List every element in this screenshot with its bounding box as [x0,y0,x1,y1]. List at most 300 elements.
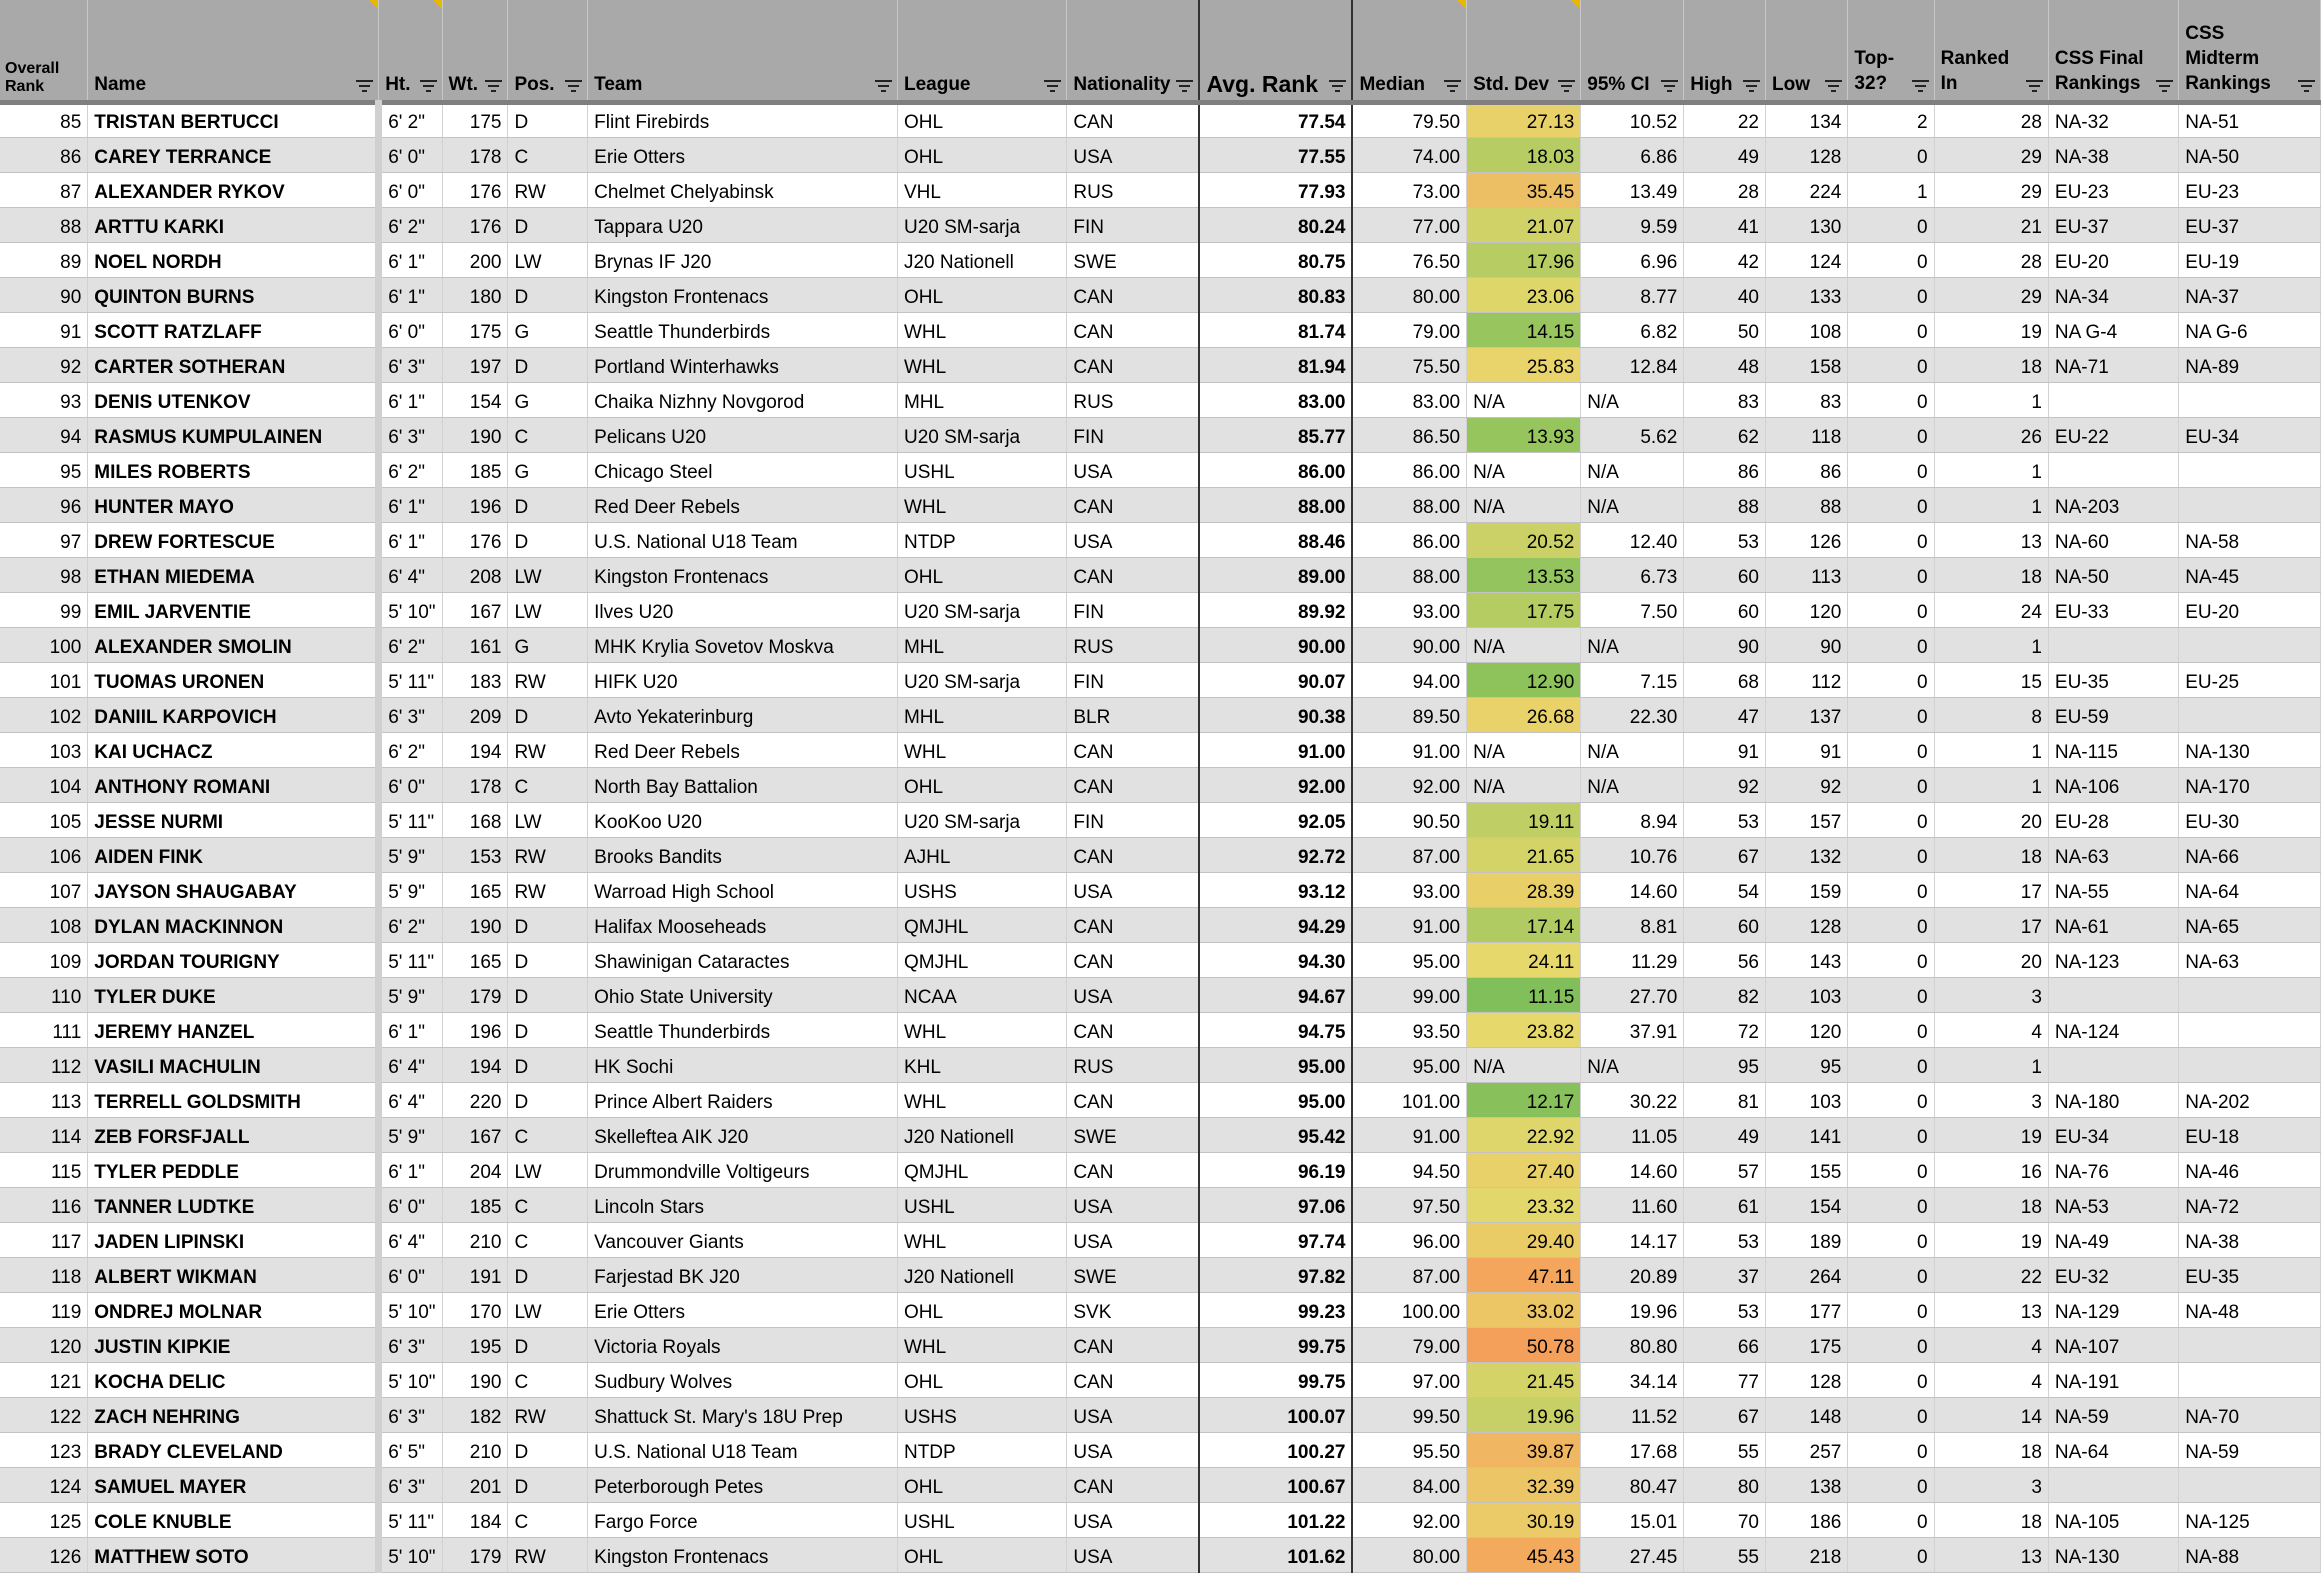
low-cell[interactable]: 126 [1766,522,1848,557]
name-cell[interactable]: ARTTU KARKI [88,207,379,242]
top-32-cell[interactable]: 0 [1848,697,1934,732]
position-cell[interactable]: D [508,1082,588,1117]
overall-rank-cell[interactable]: 100 [0,627,88,662]
low-cell[interactable]: 154 [1766,1187,1848,1222]
low-cell[interactable]: 108 [1766,312,1848,347]
low-cell[interactable]: 133 [1766,277,1848,312]
name-cell[interactable]: DREW FORTESCUE [88,522,379,557]
css-midterm-cell[interactable] [2179,1362,2321,1397]
overall-rank-cell[interactable]: 109 [0,942,88,977]
avg-rank-cell[interactable]: 101.22 [1199,1502,1352,1537]
ci-cell[interactable]: N/A [1581,1047,1684,1082]
avg-rank-cell[interactable]: 90.00 [1199,627,1352,662]
name-cell[interactable]: JORDAN TOURIGNY [88,942,379,977]
team-cell[interactable]: Avto Yekaterinburg [588,697,898,732]
top-32-cell[interactable]: 0 [1848,1362,1934,1397]
css-final-cell[interactable] [2048,627,2178,662]
css-midterm-cell[interactable] [2179,1012,2321,1047]
high-cell[interactable]: 53 [1684,802,1766,837]
high-cell[interactable]: 67 [1684,837,1766,872]
css-midterm-cell[interactable]: NA G-6 [2179,312,2321,347]
team-cell[interactable]: KooKoo U20 [588,802,898,837]
ci-cell[interactable]: 10.76 [1581,837,1684,872]
height-cell[interactable]: 6' 4" [379,1222,442,1257]
name-cell[interactable]: JAYSON SHAUGABAY [88,872,379,907]
height-cell[interactable]: 6' 1" [379,522,442,557]
height-cell[interactable]: 6' 2" [379,452,442,487]
name-cell[interactable]: VASILI MACHULIN [88,1047,379,1082]
css-final-cell[interactable]: EU-33 [2048,592,2178,627]
high-cell[interactable]: 42 [1684,242,1766,277]
overall-rank-cell[interactable]: 115 [0,1152,88,1187]
weight-cell[interactable]: 191 [442,1257,508,1292]
position-cell[interactable]: C [508,1222,588,1257]
css-midterm-cell[interactable]: NA-70 [2179,1397,2321,1432]
top-32-cell[interactable]: 0 [1848,802,1934,837]
low-cell[interactable]: 138 [1766,1467,1848,1502]
weight-cell[interactable]: 165 [442,942,508,977]
name-cell[interactable]: JESSE NURMI [88,802,379,837]
league-cell[interactable]: OHL [897,1362,1066,1397]
median-cell[interactable]: 74.00 [1352,137,1466,172]
high-cell[interactable]: 57 [1684,1152,1766,1187]
nationality-cell[interactable]: RUS [1067,382,1200,417]
std-dev-cell[interactable]: N/A [1467,452,1581,487]
ranked-in-cell[interactable]: 18 [1934,557,2048,592]
css-midterm-cell[interactable]: EU-35 [2179,1257,2321,1292]
css-final-cell[interactable]: NA-71 [2048,347,2178,382]
overall-rank-cell[interactable]: 88 [0,207,88,242]
team-cell[interactable]: HIFK U20 [588,662,898,697]
top-32-cell[interactable]: 0 [1848,277,1934,312]
column-header-league[interactable] [897,0,1066,102]
high-cell[interactable]: 55 [1684,1432,1766,1467]
filter-icon[interactable] [1558,80,1575,93]
avg-rank-cell[interactable]: 89.92 [1199,592,1352,627]
ci-cell[interactable]: 10.52 [1581,102,1684,137]
high-cell[interactable]: 60 [1684,557,1766,592]
high-cell[interactable]: 81 [1684,1082,1766,1117]
css-final-cell[interactable] [2048,1467,2178,1502]
overall-rank-cell[interactable]: 93 [0,382,88,417]
median-cell[interactable]: 79.00 [1352,1327,1466,1362]
league-cell[interactable]: U20 SM-sarja [897,417,1066,452]
low-cell[interactable]: 90 [1766,627,1848,662]
position-cell[interactable]: G [508,312,588,347]
position-cell[interactable]: D [508,207,588,242]
low-cell[interactable]: 257 [1766,1432,1848,1467]
css-final-cell[interactable]: EU-22 [2048,417,2178,452]
low-cell[interactable]: 113 [1766,557,1848,592]
nationality-cell[interactable]: CAN [1067,1467,1200,1502]
ranked-in-cell[interactable]: 1 [1934,732,2048,767]
top-32-cell[interactable]: 0 [1848,1152,1934,1187]
top-32-cell[interactable]: 0 [1848,977,1934,1012]
std-dev-cell[interactable]: 13.53 [1467,557,1581,592]
league-cell[interactable]: WHL [897,1012,1066,1047]
league-cell[interactable]: WHL [897,1222,1066,1257]
height-cell[interactable]: 6' 0" [379,172,442,207]
position-cell[interactable]: LW [508,1152,588,1187]
low-cell[interactable]: 148 [1766,1397,1848,1432]
top-32-cell[interactable]: 0 [1848,907,1934,942]
name-cell[interactable]: BRADY CLEVELAND [88,1432,379,1467]
median-cell[interactable]: 91.00 [1352,732,1466,767]
team-cell[interactable]: Skelleftea AIK J20 [588,1117,898,1152]
height-cell[interactable]: 6' 1" [379,242,442,277]
position-cell[interactable]: LW [508,802,588,837]
top-32-cell[interactable]: 0 [1848,1502,1934,1537]
league-cell[interactable]: MHL [897,627,1066,662]
std-dev-cell[interactable]: 24.11 [1467,942,1581,977]
median-cell[interactable]: 100.00 [1352,1292,1466,1327]
name-cell[interactable]: ZACH NEHRING [88,1397,379,1432]
weight-cell[interactable]: 175 [442,312,508,347]
filter-icon[interactable] [1329,80,1346,93]
top-32-cell[interactable]: 0 [1848,942,1934,977]
top-32-cell[interactable]: 0 [1848,137,1934,172]
css-midterm-cell[interactable]: NA-130 [2179,732,2321,767]
css-final-cell[interactable]: NA-55 [2048,872,2178,907]
ranked-in-cell[interactable]: 19 [1934,1222,2048,1257]
top-32-cell[interactable]: 0 [1848,1222,1934,1257]
avg-rank-cell[interactable]: 99.23 [1199,1292,1352,1327]
top-32-cell[interactable]: 0 [1848,1432,1934,1467]
avg-rank-cell[interactable]: 77.93 [1199,172,1352,207]
ci-cell[interactable]: 8.94 [1581,802,1684,837]
overall-rank-cell[interactable]: 89 [0,242,88,277]
overall-rank-cell[interactable]: 92 [0,347,88,382]
std-dev-cell[interactable]: 17.96 [1467,242,1581,277]
league-cell[interactable]: KHL [897,1047,1066,1082]
low-cell[interactable]: 158 [1766,347,1848,382]
avg-rank-cell[interactable]: 91.00 [1199,732,1352,767]
ranked-in-cell[interactable]: 18 [1934,837,2048,872]
nationality-cell[interactable]: FIN [1067,802,1200,837]
high-cell[interactable]: 61 [1684,1187,1766,1222]
nationality-cell[interactable]: CAN [1067,1152,1200,1187]
weight-cell[interactable]: 185 [442,1187,508,1222]
avg-rank-cell[interactable]: 81.94 [1199,347,1352,382]
std-dev-cell[interactable]: 45.43 [1467,1537,1581,1572]
position-cell[interactable]: D [508,977,588,1012]
median-cell[interactable]: 79.00 [1352,312,1466,347]
overall-rank-cell[interactable]: 118 [0,1257,88,1292]
top-32-cell[interactable]: 0 [1848,1537,1934,1572]
overall-rank-cell[interactable]: 87 [0,172,88,207]
css-midterm-cell[interactable]: EU-37 [2179,207,2321,242]
avg-rank-cell[interactable]: 97.74 [1199,1222,1352,1257]
avg-rank-cell[interactable]: 80.75 [1199,242,1352,277]
overall-rank-cell[interactable]: 126 [0,1537,88,1572]
css-final-cell[interactable]: NA-59 [2048,1397,2178,1432]
low-cell[interactable]: 86 [1766,452,1848,487]
ci-cell[interactable]: N/A [1581,627,1684,662]
column-header-css-final[interactable] [2048,0,2178,102]
team-cell[interactable]: Red Deer Rebels [588,487,898,522]
low-cell[interactable]: 88 [1766,487,1848,522]
height-cell[interactable]: 5' 11" [379,662,442,697]
avg-rank-cell[interactable]: 81.74 [1199,312,1352,347]
weight-cell[interactable]: 176 [442,172,508,207]
top-32-cell[interactable]: 0 [1848,732,1934,767]
ci-cell[interactable]: N/A [1581,452,1684,487]
high-cell[interactable]: 86 [1684,452,1766,487]
css-midterm-cell[interactable]: NA-170 [2179,767,2321,802]
avg-rank-cell[interactable]: 99.75 [1199,1327,1352,1362]
ranked-in-cell[interactable]: 17 [1934,907,2048,942]
position-cell[interactable]: LW [508,557,588,592]
avg-rank-cell[interactable]: 94.29 [1199,907,1352,942]
column-header-95-ci[interactable] [1581,0,1684,102]
avg-rank-cell[interactable]: 80.83 [1199,277,1352,312]
nationality-cell[interactable]: CAN [1067,277,1200,312]
median-cell[interactable]: 86.00 [1352,452,1466,487]
css-final-cell[interactable]: NA-105 [2048,1502,2178,1537]
std-dev-cell[interactable]: 21.07 [1467,207,1581,242]
ci-cell[interactable]: 14.60 [1581,1152,1684,1187]
std-dev-cell[interactable]: 19.96 [1467,1397,1581,1432]
overall-rank-cell[interactable]: 114 [0,1117,88,1152]
low-cell[interactable]: 128 [1766,1362,1848,1397]
top-32-cell[interactable]: 0 [1848,872,1934,907]
css-final-cell[interactable] [2048,977,2178,1012]
high-cell[interactable]: 53 [1684,522,1766,557]
std-dev-cell[interactable]: 32.39 [1467,1467,1581,1502]
std-dev-cell[interactable]: 30.19 [1467,1502,1581,1537]
weight-cell[interactable]: 208 [442,557,508,592]
overall-rank-cell[interactable]: 125 [0,1502,88,1537]
name-cell[interactable]: JEREMY HANZEL [88,1012,379,1047]
league-cell[interactable]: MHL [897,382,1066,417]
top-32-cell[interactable]: 0 [1848,1082,1934,1117]
overall-rank-cell[interactable]: 103 [0,732,88,767]
name-cell[interactable]: KAI UCHACZ [88,732,379,767]
nationality-cell[interactable]: CAN [1067,102,1200,137]
ranked-in-cell[interactable]: 13 [1934,522,2048,557]
low-cell[interactable]: 186 [1766,1502,1848,1537]
team-cell[interactable]: Drummondville Voltigeurs [588,1152,898,1187]
css-midterm-cell[interactable]: NA-65 [2179,907,2321,942]
name-cell[interactable]: HUNTER MAYO [88,487,379,522]
nationality-cell[interactable]: SWE [1067,1117,1200,1152]
team-cell[interactable]: U.S. National U18 Team [588,1432,898,1467]
league-cell[interactable]: VHL [897,172,1066,207]
team-cell[interactable]: Kingston Frontenacs [588,1537,898,1572]
team-cell[interactable]: Prince Albert Raiders [588,1082,898,1117]
overall-rank-cell[interactable]: 85 [0,102,88,137]
height-cell[interactable]: 6' 2" [379,102,442,137]
name-cell[interactable]: DANIIL KARPOVICH [88,697,379,732]
median-cell[interactable]: 91.00 [1352,907,1466,942]
ranked-in-cell[interactable]: 3 [1934,1082,2048,1117]
position-cell[interactable]: C [508,137,588,172]
position-cell[interactable]: RW [508,172,588,207]
height-cell[interactable]: 6' 2" [379,627,442,662]
height-cell[interactable]: 5' 9" [379,837,442,872]
league-cell[interactable]: OHL [897,557,1066,592]
ranked-in-cell[interactable]: 13 [1934,1537,2048,1572]
std-dev-cell[interactable]: 12.17 [1467,1082,1581,1117]
nationality-cell[interactable]: CAN [1067,347,1200,382]
ranked-in-cell[interactable]: 29 [1934,277,2048,312]
team-cell[interactable]: Sudbury Wolves [588,1362,898,1397]
team-cell[interactable]: Erie Otters [588,137,898,172]
high-cell[interactable]: 54 [1684,872,1766,907]
ranked-in-cell[interactable]: 18 [1934,1187,2048,1222]
css-final-cell[interactable]: NA-63 [2048,837,2178,872]
height-cell[interactable]: 5' 11" [379,1502,442,1537]
css-midterm-cell[interactable]: NA-63 [2179,942,2321,977]
avg-rank-cell[interactable]: 85.77 [1199,417,1352,452]
league-cell[interactable]: USHL [897,452,1066,487]
position-cell[interactable]: C [508,1117,588,1152]
name-cell[interactable]: DYLAN MACKINNON [88,907,379,942]
ranked-in-cell[interactable]: 19 [1934,312,2048,347]
std-dev-cell[interactable]: 27.13 [1467,102,1581,137]
nationality-cell[interactable]: USA [1067,872,1200,907]
overall-rank-cell[interactable]: 101 [0,662,88,697]
height-cell[interactable]: 6' 3" [379,1467,442,1502]
position-cell[interactable]: D [508,102,588,137]
ranked-in-cell[interactable]: 1 [1934,487,2048,522]
overall-rank-cell[interactable]: 123 [0,1432,88,1467]
high-cell[interactable]: 53 [1684,1292,1766,1327]
css-final-cell[interactable]: NA-130 [2048,1537,2178,1572]
overall-rank-cell[interactable]: 97 [0,522,88,557]
team-cell[interactable]: Vancouver Giants [588,1222,898,1257]
name-cell[interactable]: QUINTON BURNS [88,277,379,312]
low-cell[interactable]: 92 [1766,767,1848,802]
height-cell[interactable]: 5' 9" [379,872,442,907]
avg-rank-cell[interactable]: 100.67 [1199,1467,1352,1502]
height-cell[interactable]: 6' 1" [379,277,442,312]
column-header-height[interactable] [379,0,442,102]
ci-cell[interactable]: 11.05 [1581,1117,1684,1152]
team-cell[interactable]: Shawinigan Cataractes [588,942,898,977]
css-final-cell[interactable]: NA-32 [2048,102,2178,137]
league-cell[interactable]: J20 Nationell [897,1117,1066,1152]
weight-cell[interactable]: 167 [442,1117,508,1152]
std-dev-cell[interactable]: 47.11 [1467,1257,1581,1292]
css-midterm-cell[interactable]: EU-30 [2179,802,2321,837]
css-midterm-cell[interactable]: EU-19 [2179,242,2321,277]
name-cell[interactable]: TANNER LUDTKE [88,1187,379,1222]
avg-rank-cell[interactable]: 95.00 [1199,1082,1352,1117]
overall-rank-cell[interactable]: 113 [0,1082,88,1117]
high-cell[interactable]: 28 [1684,172,1766,207]
column-header-weight[interactable] [442,0,508,102]
avg-rank-cell[interactable]: 89.00 [1199,557,1352,592]
weight-cell[interactable]: 167 [442,592,508,627]
league-cell[interactable]: J20 Nationell [897,242,1066,277]
height-cell[interactable]: 6' 4" [379,1082,442,1117]
height-cell[interactable]: 5' 10" [379,1362,442,1397]
low-cell[interactable]: 134 [1766,102,1848,137]
std-dev-cell[interactable]: 23.06 [1467,277,1581,312]
overall-rank-cell[interactable]: 106 [0,837,88,872]
ci-cell[interactable]: 11.60 [1581,1187,1684,1222]
css-midterm-cell[interactable]: NA-38 [2179,1222,2321,1257]
css-final-cell[interactable]: EU-28 [2048,802,2178,837]
css-midterm-cell[interactable] [2179,452,2321,487]
median-cell[interactable]: 89.50 [1352,697,1466,732]
height-cell[interactable]: 6' 0" [379,312,442,347]
avg-rank-cell[interactable]: 90.07 [1199,662,1352,697]
std-dev-cell[interactable]: N/A [1467,767,1581,802]
column-header-median[interactable] [1352,0,1466,102]
ranked-in-cell[interactable]: 20 [1934,802,2048,837]
css-final-cell[interactable]: NA-106 [2048,767,2178,802]
weight-cell[interactable]: 194 [442,732,508,767]
position-cell[interactable]: D [508,277,588,312]
std-dev-cell[interactable]: N/A [1467,1047,1581,1082]
median-cell[interactable]: 75.50 [1352,347,1466,382]
avg-rank-cell[interactable]: 97.06 [1199,1187,1352,1222]
weight-cell[interactable]: 210 [442,1222,508,1257]
team-cell[interactable]: Erie Otters [588,1292,898,1327]
filter-icon[interactable] [1444,80,1461,93]
ranked-in-cell[interactable]: 8 [1934,697,2048,732]
league-cell[interactable]: USHL [897,1187,1066,1222]
weight-cell[interactable]: 179 [442,977,508,1012]
weight-cell[interactable]: 176 [442,207,508,242]
league-cell[interactable]: WHL [897,1327,1066,1362]
css-final-cell[interactable]: NA-191 [2048,1362,2178,1397]
name-cell[interactable]: RASMUS KUMPULAINEN [88,417,379,452]
height-cell[interactable]: 6' 1" [379,382,442,417]
css-final-cell[interactable]: NA-180 [2048,1082,2178,1117]
median-cell[interactable]: 93.50 [1352,1012,1466,1047]
position-cell[interactable]: LW [508,592,588,627]
std-dev-cell[interactable]: 21.65 [1467,837,1581,872]
css-final-cell[interactable] [2048,1047,2178,1082]
ci-cell[interactable]: 80.80 [1581,1327,1684,1362]
low-cell[interactable]: 224 [1766,172,1848,207]
team-cell[interactable]: Ohio State University [588,977,898,1012]
top-32-cell[interactable]: 0 [1848,1187,1934,1222]
overall-rank-cell[interactable]: 102 [0,697,88,732]
median-cell[interactable]: 93.00 [1352,872,1466,907]
team-cell[interactable]: Red Deer Rebels [588,732,898,767]
ci-cell[interactable]: 27.70 [1581,977,1684,1012]
avg-rank-cell[interactable]: 92.05 [1199,802,1352,837]
ranked-in-cell[interactable]: 1 [1934,1047,2048,1082]
nationality-cell[interactable]: CAN [1067,732,1200,767]
low-cell[interactable]: 95 [1766,1047,1848,1082]
nationality-cell[interactable]: SWE [1067,1257,1200,1292]
avg-rank-cell[interactable]: 90.38 [1199,697,1352,732]
name-cell[interactable]: ALBERT WIKMAN [88,1257,379,1292]
team-cell[interactable]: Chaika Nizhny Novgorod [588,382,898,417]
ci-cell[interactable]: 6.73 [1581,557,1684,592]
filter-icon[interactable] [1825,80,1842,93]
height-cell[interactable]: 6' 3" [379,417,442,452]
ci-cell[interactable]: 30.22 [1581,1082,1684,1117]
median-cell[interactable]: 93.00 [1352,592,1466,627]
weight-cell[interactable]: 196 [442,487,508,522]
position-cell[interactable]: C [508,1362,588,1397]
ci-cell[interactable]: 12.40 [1581,522,1684,557]
nationality-cell[interactable]: CAN [1067,942,1200,977]
high-cell[interactable]: 40 [1684,277,1766,312]
css-final-cell[interactable]: NA-107 [2048,1327,2178,1362]
std-dev-cell[interactable]: 22.92 [1467,1117,1581,1152]
css-final-cell[interactable]: EU-23 [2048,172,2178,207]
weight-cell[interactable]: 220 [442,1082,508,1117]
league-cell[interactable]: U20 SM-sarja [897,802,1066,837]
team-cell[interactable]: Brooks Bandits [588,837,898,872]
